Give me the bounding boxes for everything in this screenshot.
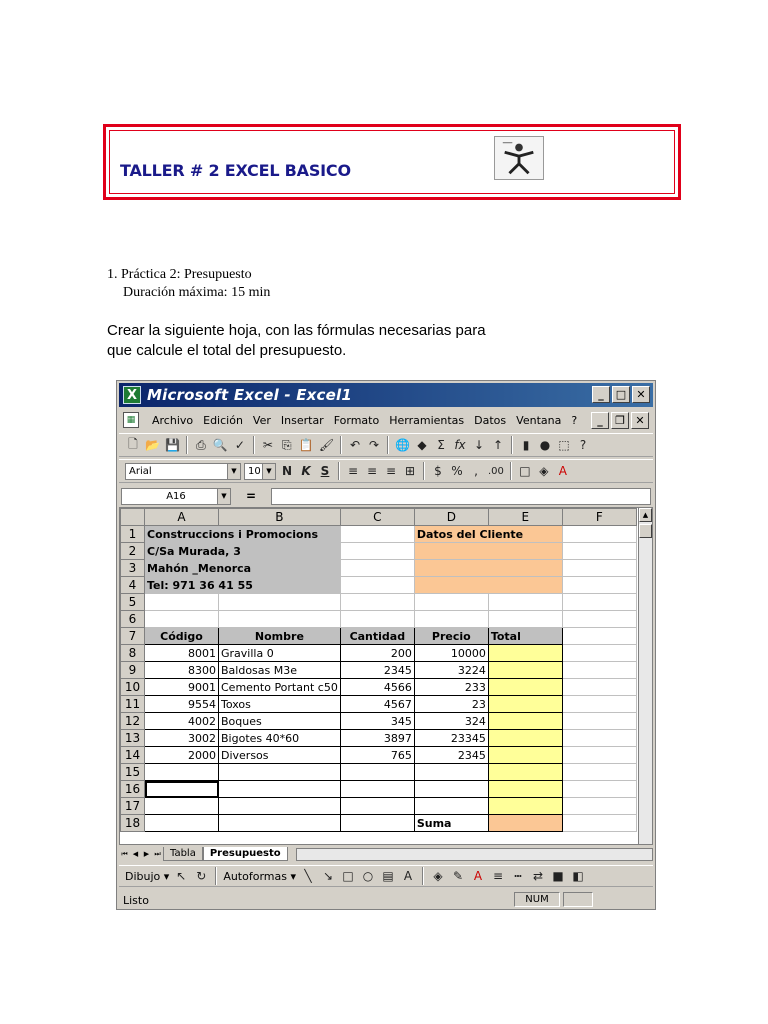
format-painter-icon[interactable]: 🖌 [318,438,335,452]
cantidad-cell[interactable]: 4567 [340,696,414,713]
sort-asc-icon[interactable]: ↓ [473,438,485,452]
line-color-icon[interactable]: ✎ [452,869,464,883]
suma-label-cell[interactable]: Suma [414,815,488,832]
precio-cell[interactable]: 3224 [414,662,488,679]
row-header[interactable]: 7 [121,628,145,645]
sheet-tab-bar [119,846,653,862]
cantidad-cell[interactable]: 2345 [340,662,414,679]
total-cell[interactable] [488,662,562,679]
line-style-icon[interactable]: ≡ [492,869,504,883]
cell[interactable] [562,526,636,543]
line-icon[interactable]: ╲ [304,869,312,883]
nombre-cell[interactable]: Baldosas M3e [219,662,341,679]
rectangle-icon[interactable]: □ [342,869,354,883]
table-row [121,526,637,543]
draw-menu[interactable]: Dibujo ▾ [125,869,170,883]
arrow-icon[interactable]: ↘ [322,869,334,883]
sort-desc-icon[interactable]: ↑ [492,438,504,452]
cell[interactable] [340,560,414,577]
merge-center-icon[interactable]: ⊞ [404,464,416,478]
format-toolbar [119,459,653,483]
column-header[interactable]: F [562,509,636,526]
table-row [121,611,637,628]
cantidad-cell[interactable]: 345 [340,713,414,730]
chevron-down-icon[interactable]: ▼ [217,489,230,504]
cantidad-cell[interactable]: 200 [340,645,414,662]
borders-icon[interactable]: □ [519,464,531,478]
row-header[interactable]: 14 [121,747,145,764]
align-left-icon[interactable]: ≡ [347,464,359,478]
select-all-corner[interactable] [121,509,145,526]
menu-archivo[interactable]: Archivo [152,413,194,427]
table-row [121,781,637,798]
new-icon[interactable]: 🗋 [128,436,138,451]
cell[interactable] [488,611,562,628]
precio-cell[interactable]: 324 [414,713,488,730]
row-header[interactable]: 8 [121,645,145,662]
first-sheet-icon[interactable]: ⏮ [121,849,128,858]
table-row [121,594,637,611]
function-icon[interactable]: fx [454,438,466,452]
header-cantidad[interactable]: Cantidad [340,628,414,645]
page-title: TALLER # 2 EXCEL BASICO [120,161,351,180]
cell[interactable] [488,594,562,611]
cell[interactable] [562,560,636,577]
nombre-cell[interactable]: Diversos [219,747,341,764]
row-header[interactable]: 4 [121,577,145,594]
tab-presupuesto[interactable]: Presupuesto [203,847,288,861]
help-icon[interactable]: ? [579,438,587,452]
menu-herramientas[interactable]: Herramientas [389,413,465,427]
client-cell[interactable] [414,560,562,577]
web-icon[interactable]: ◆ [417,438,427,452]
cell[interactable] [562,781,636,798]
dash-style-icon[interactable]: ┅ [514,869,522,883]
table-row [121,730,637,747]
spreadsheet-grid [119,507,653,845]
nombre-cell[interactable]: Bigotes 40*60 [219,730,341,747]
arrow-style-icon[interactable]: ⇄ [532,869,544,883]
doc-close-icon[interactable]: ✕ [631,412,649,429]
cantidad-cell[interactable]: 3897 [340,730,414,747]
align-right-icon[interactable]: ≡ [385,464,397,478]
cell[interactable] [562,730,636,747]
row-header[interactable]: 11 [121,696,145,713]
header-nombre[interactable]: Nombre [219,628,341,645]
table-row [121,679,637,696]
header-precio[interactable]: Precio [414,628,488,645]
sheet-table [120,508,637,832]
client-cell[interactable] [414,543,562,560]
table-row [121,764,637,781]
excel-app-icon: X [123,386,141,404]
copy-icon[interactable]: ⎘ [282,437,292,452]
shadow-icon[interactable]: ■ [552,869,564,883]
fill-color-icon[interactable]: ◈ [433,869,443,883]
company-city-cell[interactable]: Mahón _Menorca [145,560,341,577]
font-color-icon[interactable]: A [558,464,568,478]
oval-icon[interactable]: ○ [362,869,374,883]
nombre-cell[interactable]: Gravilla 0 [219,645,341,662]
cell[interactable] [562,577,636,594]
row-header[interactable]: 18 [121,815,145,832]
row-header[interactable]: 2 [121,543,145,560]
wordart-icon[interactable]: A [403,869,413,883]
italic-icon[interactable]: K [301,464,311,478]
cell[interactable] [145,764,219,781]
total-cell[interactable] [488,747,562,764]
row-header[interactable]: 17 [121,798,145,815]
practice-duration: Duración máxima: 15 min [123,285,271,300]
workbook-controls [591,412,649,429]
total-cell[interactable] [488,781,562,798]
autoshapes-label: Autoformas [223,869,287,883]
cell[interactable] [145,798,219,815]
column-header[interactable]: A [145,509,219,526]
scroll-up-icon[interactable]: ▲ [639,508,652,522]
codigo-cell[interactable]: 2000 [145,747,219,764]
header-inner-border [109,130,675,194]
cell[interactable] [414,798,488,815]
row-header[interactable]: 5 [121,594,145,611]
font-name-value: Arial [129,465,152,477]
menu-ventana[interactable]: Ventana [516,413,562,427]
workbook-icon[interactable]: ▦ [123,412,139,428]
table-header-row [121,628,637,645]
cell[interactable] [414,611,488,628]
column-header[interactable]: C [340,509,414,526]
company-phone-cell[interactable]: Tel: 971 36 41 55 [145,577,341,594]
total-cell[interactable] [488,713,562,730]
menu-edicion[interactable]: Edición [203,413,243,427]
vertical-scrollbar[interactable] [638,508,652,844]
table-row [121,543,637,560]
select-pointer-icon[interactable]: ↖ [176,869,187,883]
redo-icon[interactable]: ↷ [369,438,380,452]
cut-icon[interactable]: ✂ [262,438,273,452]
header-total[interactable]: Total [488,628,562,645]
rotate-icon[interactable]: ↻ [196,869,207,883]
cell[interactable] [145,815,219,832]
row-header[interactable]: 10 [121,679,145,696]
fill-color-icon[interactable]: ◈ [539,464,549,478]
status-bar [119,891,653,909]
textbox-icon[interactable]: ▤ [382,869,394,883]
cantidad-cell[interactable]: 4566 [340,679,414,696]
tab-tabla[interactable]: Tabla [163,847,203,861]
sena-logo-icon [494,136,544,180]
prev-sheet-icon[interactable]: ◀ [132,850,139,858]
header-box [103,124,681,200]
font-name-select[interactable] [125,463,241,480]
table-row [121,645,637,662]
precio-cell[interactable]: 2345 [414,747,488,764]
table-row [121,815,637,832]
total-cell[interactable] [488,730,562,747]
font-color-icon[interactable]: A [473,869,483,883]
total-cell[interactable] [488,679,562,696]
row-header[interactable]: 12 [121,713,145,730]
cantidad-cell[interactable]: 765 [340,747,414,764]
company-address-cell[interactable]: C/Sa Murada, 3 [145,543,341,560]
cell[interactable] [340,764,414,781]
preview-icon[interactable]: 🔍 [212,438,228,452]
client-cell[interactable] [414,577,562,594]
standard-toolbar [119,433,653,457]
bold-icon[interactable]: N [281,464,293,478]
spelling-icon[interactable]: ✓ [234,438,245,452]
practice-title: 1. Práctica 2: Presupuesto [107,267,252,282]
next-sheet-icon[interactable]: ▶ [143,850,150,858]
row-header[interactable]: 3 [121,560,145,577]
scroll-thumb[interactable] [639,524,652,538]
column-header[interactable]: D [414,509,488,526]
precio-cell[interactable]: 10000 [414,645,488,662]
paste-icon[interactable]: 📋 [298,438,314,452]
cell[interactable] [340,594,414,611]
hyperlink-icon[interactable]: 🌐 [395,438,410,452]
total-cell[interactable] [488,764,562,781]
chevron-down-icon[interactable]: ▼ [262,464,275,479]
table-row [121,577,637,594]
table-row [121,696,637,713]
chevron-down-icon[interactable]: ▼ [227,464,240,479]
name-box[interactable] [121,488,231,505]
cell[interactable] [562,764,636,781]
client-label-cell[interactable]: Datos del Cliente [414,526,562,543]
doc-minimize-icon[interactable]: _ [591,412,609,429]
cell[interactable] [562,696,636,713]
drawing-toolbar [119,865,653,887]
cell[interactable] [562,594,636,611]
cell[interactable] [219,815,341,832]
precio-cell[interactable]: 23 [414,696,488,713]
precio-cell[interactable]: 23345 [414,730,488,747]
precio-cell[interactable]: 233 [414,679,488,696]
cell[interactable] [219,594,341,611]
excel-titlebar [119,383,653,407]
excel-title: Microsoft Excel - Excel1 [147,386,352,404]
cell[interactable] [145,594,219,611]
menu-insertar[interactable]: Insertar [280,413,324,427]
instruction-text [107,321,527,361]
cell[interactable] [145,611,219,628]
cell[interactable] [340,815,414,832]
cell[interactable] [219,798,341,815]
total-cell[interactable] [488,696,562,713]
cell[interactable] [219,611,341,628]
row-header[interactable]: 9 [121,662,145,679]
instruction-line-1: Crear la siguiente hoja, con las fórmulas necesarias para [107,322,486,339]
font-size-select[interactable] [244,463,276,480]
column-header[interactable]: E [488,509,562,526]
close-icon[interactable]: ✕ [632,386,650,403]
cell[interactable] [414,594,488,611]
row-header[interactable]: 6 [121,611,145,628]
cell[interactable] [562,747,636,764]
cell[interactable] [219,781,341,798]
cell[interactable] [340,611,414,628]
cell[interactable] [562,645,636,662]
excel-window [116,380,656,910]
name-box-value: A16 [166,490,186,502]
suma-value-cell[interactable] [488,815,562,832]
column-header[interactable]: B [219,509,341,526]
column-header-row [121,509,637,526]
num-lock-indicator: NUM [514,892,560,907]
cell[interactable] [340,577,414,594]
menu-ver[interactable]: Ver [252,413,271,427]
open-icon[interactable]: 📂 [145,438,160,452]
last-sheet-icon[interactable]: ⏭ [154,849,161,858]
formula-equals: = [245,489,257,503]
draw-label: Dibujo [125,869,161,883]
formula-bar [119,486,653,506]
autosum-icon[interactable]: Σ [437,438,445,452]
cell[interactable] [562,679,636,696]
cell[interactable] [562,713,636,730]
row-header[interactable]: 16 [121,781,145,798]
formula-input[interactable] [271,488,651,505]
total-cell[interactable] [488,645,562,662]
status-ready: Listo [123,893,149,907]
chart-icon[interactable]: ▮ [522,438,530,452]
doc-restore-icon[interactable]: ❐ [611,412,629,429]
cell[interactable] [562,798,636,815]
increase-decimal-icon[interactable]: .00 [488,465,504,477]
cell[interactable] [340,781,414,798]
currency-icon[interactable]: $ [434,464,442,478]
underline-icon[interactable]: S [320,464,330,478]
autoshapes-menu[interactable]: Autoformas ▾ [223,869,297,883]
map-icon[interactable]: ● [539,438,551,452]
drawing-icon[interactable]: ⬚ [558,438,570,452]
codigo-cell[interactable]: 4002 [145,713,219,730]
cell[interactable] [562,662,636,679]
instruction-line-2: que calcule el total del presupuesto. [107,342,347,359]
cell[interactable] [414,764,488,781]
maximize-icon[interactable]: □ [612,386,630,403]
cell[interactable] [562,543,636,560]
menu-help[interactable]: ? [571,413,578,427]
row-header[interactable]: 13 [121,730,145,747]
undo-icon[interactable]: ↶ [350,438,361,452]
menu-bar [119,409,653,431]
cell[interactable] [414,781,488,798]
cell[interactable] [219,764,341,781]
total-cell[interactable] [488,798,562,815]
row-header[interactable]: 1 [121,526,145,543]
selected-cell-a16[interactable] [145,781,219,798]
cell[interactable] [562,611,636,628]
codigo-cell[interactable]: 8300 [145,662,219,679]
table-row [121,662,637,679]
codigo-cell[interactable]: 9554 [145,696,219,713]
cell[interactable] [562,628,636,645]
nombre-cell[interactable]: Boques [219,713,341,730]
cell[interactable] [340,526,414,543]
row-header[interactable]: 15 [121,764,145,781]
codigo-cell[interactable]: 9001 [145,679,219,696]
cell[interactable] [340,543,414,560]
minimize-icon[interactable]: _ [592,386,610,403]
3d-icon[interactable]: ◧ [572,869,584,883]
nombre-cell[interactable]: Cemento Portant c50 [219,679,341,696]
table-row [121,713,637,730]
menu-formato[interactable]: Formato [333,413,380,427]
align-center-icon[interactable]: ≡ [366,464,378,478]
header-codigo[interactable]: Código [145,628,219,645]
cell[interactable] [562,815,636,832]
status-cell [563,892,593,907]
table-row [121,798,637,815]
print-icon[interactable]: ⎙ [196,437,206,452]
practice-info [107,266,270,302]
horizontal-scrollbar[interactable] [296,848,653,861]
table-row [121,560,637,577]
cell[interactable] [340,798,414,815]
codigo-cell[interactable]: 3002 [145,730,219,747]
percent-icon[interactable]: % [451,464,463,478]
font-size-value: 10 [248,465,261,477]
codigo-cell[interactable]: 8001 [145,645,219,662]
comma-icon[interactable]: , [474,464,478,478]
company-name-cell[interactable]: Construccions i Promocions [145,526,341,543]
save-icon[interactable]: 💾 [164,438,180,452]
table-row [121,747,637,764]
nombre-cell[interactable]: Toxos [219,696,341,713]
window-controls [592,386,650,403]
menu-datos[interactable]: Datos [474,413,507,427]
